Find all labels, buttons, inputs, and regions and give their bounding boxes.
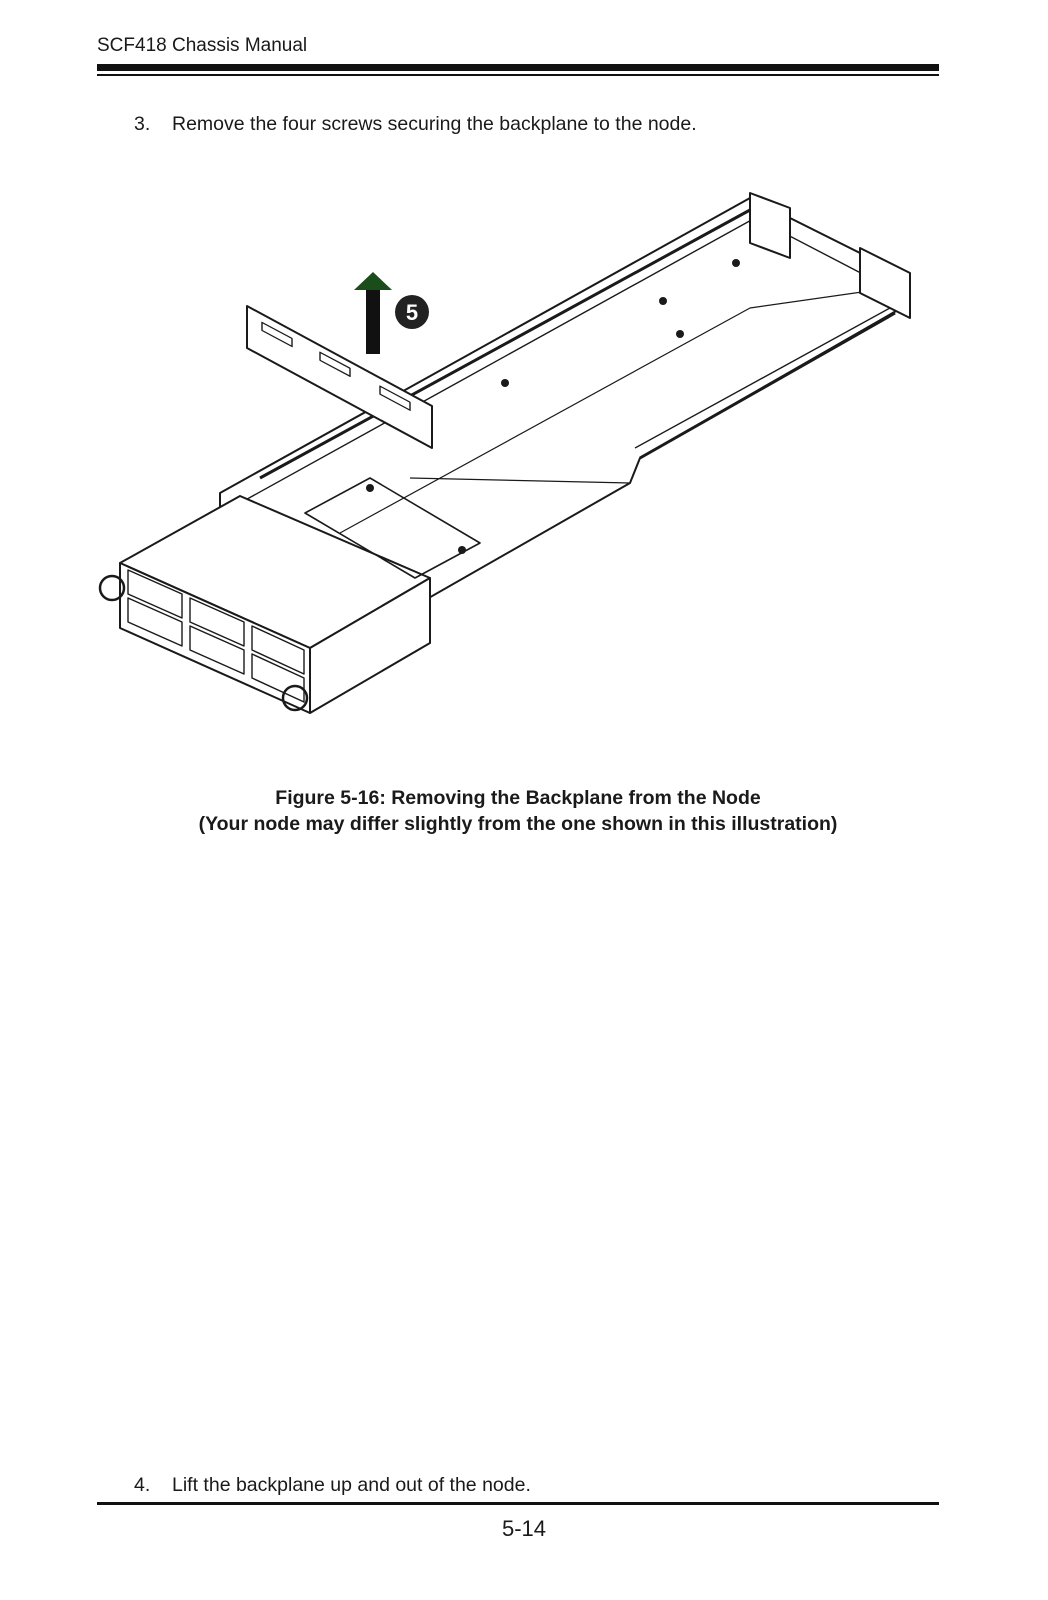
- lift-arrow: [354, 272, 392, 354]
- step-4: [134, 1474, 531, 1497]
- footer-rule: [97, 1502, 939, 1505]
- step-4-number: 4.: [134, 1474, 151, 1496]
- page-number: 5-14: [501, 1516, 547, 1541]
- header-rule-thin: [97, 74, 939, 76]
- figure-caption-title: Figure 5-16: Removing the Backplane from the Node: [275, 787, 761, 809]
- step-3: [134, 113, 697, 136]
- figure-caption-note: (Your node may differ slightly from the one shown in this illustration): [198, 813, 838, 835]
- running-header: SCF418 Chassis Manual: [97, 35, 308, 56]
- chassis-illustration: [90, 178, 950, 748]
- step-4-text: Lift the backplane up and out of the node.: [172, 1474, 531, 1496]
- step-3-number: 3.: [134, 113, 151, 135]
- callout-5-label: 5: [405, 300, 419, 325]
- header-rule-thick: [97, 64, 939, 71]
- callout-5-badge: [395, 295, 429, 329]
- step-3-text: Remove the four screws securing the backplane to the node.: [172, 113, 697, 135]
